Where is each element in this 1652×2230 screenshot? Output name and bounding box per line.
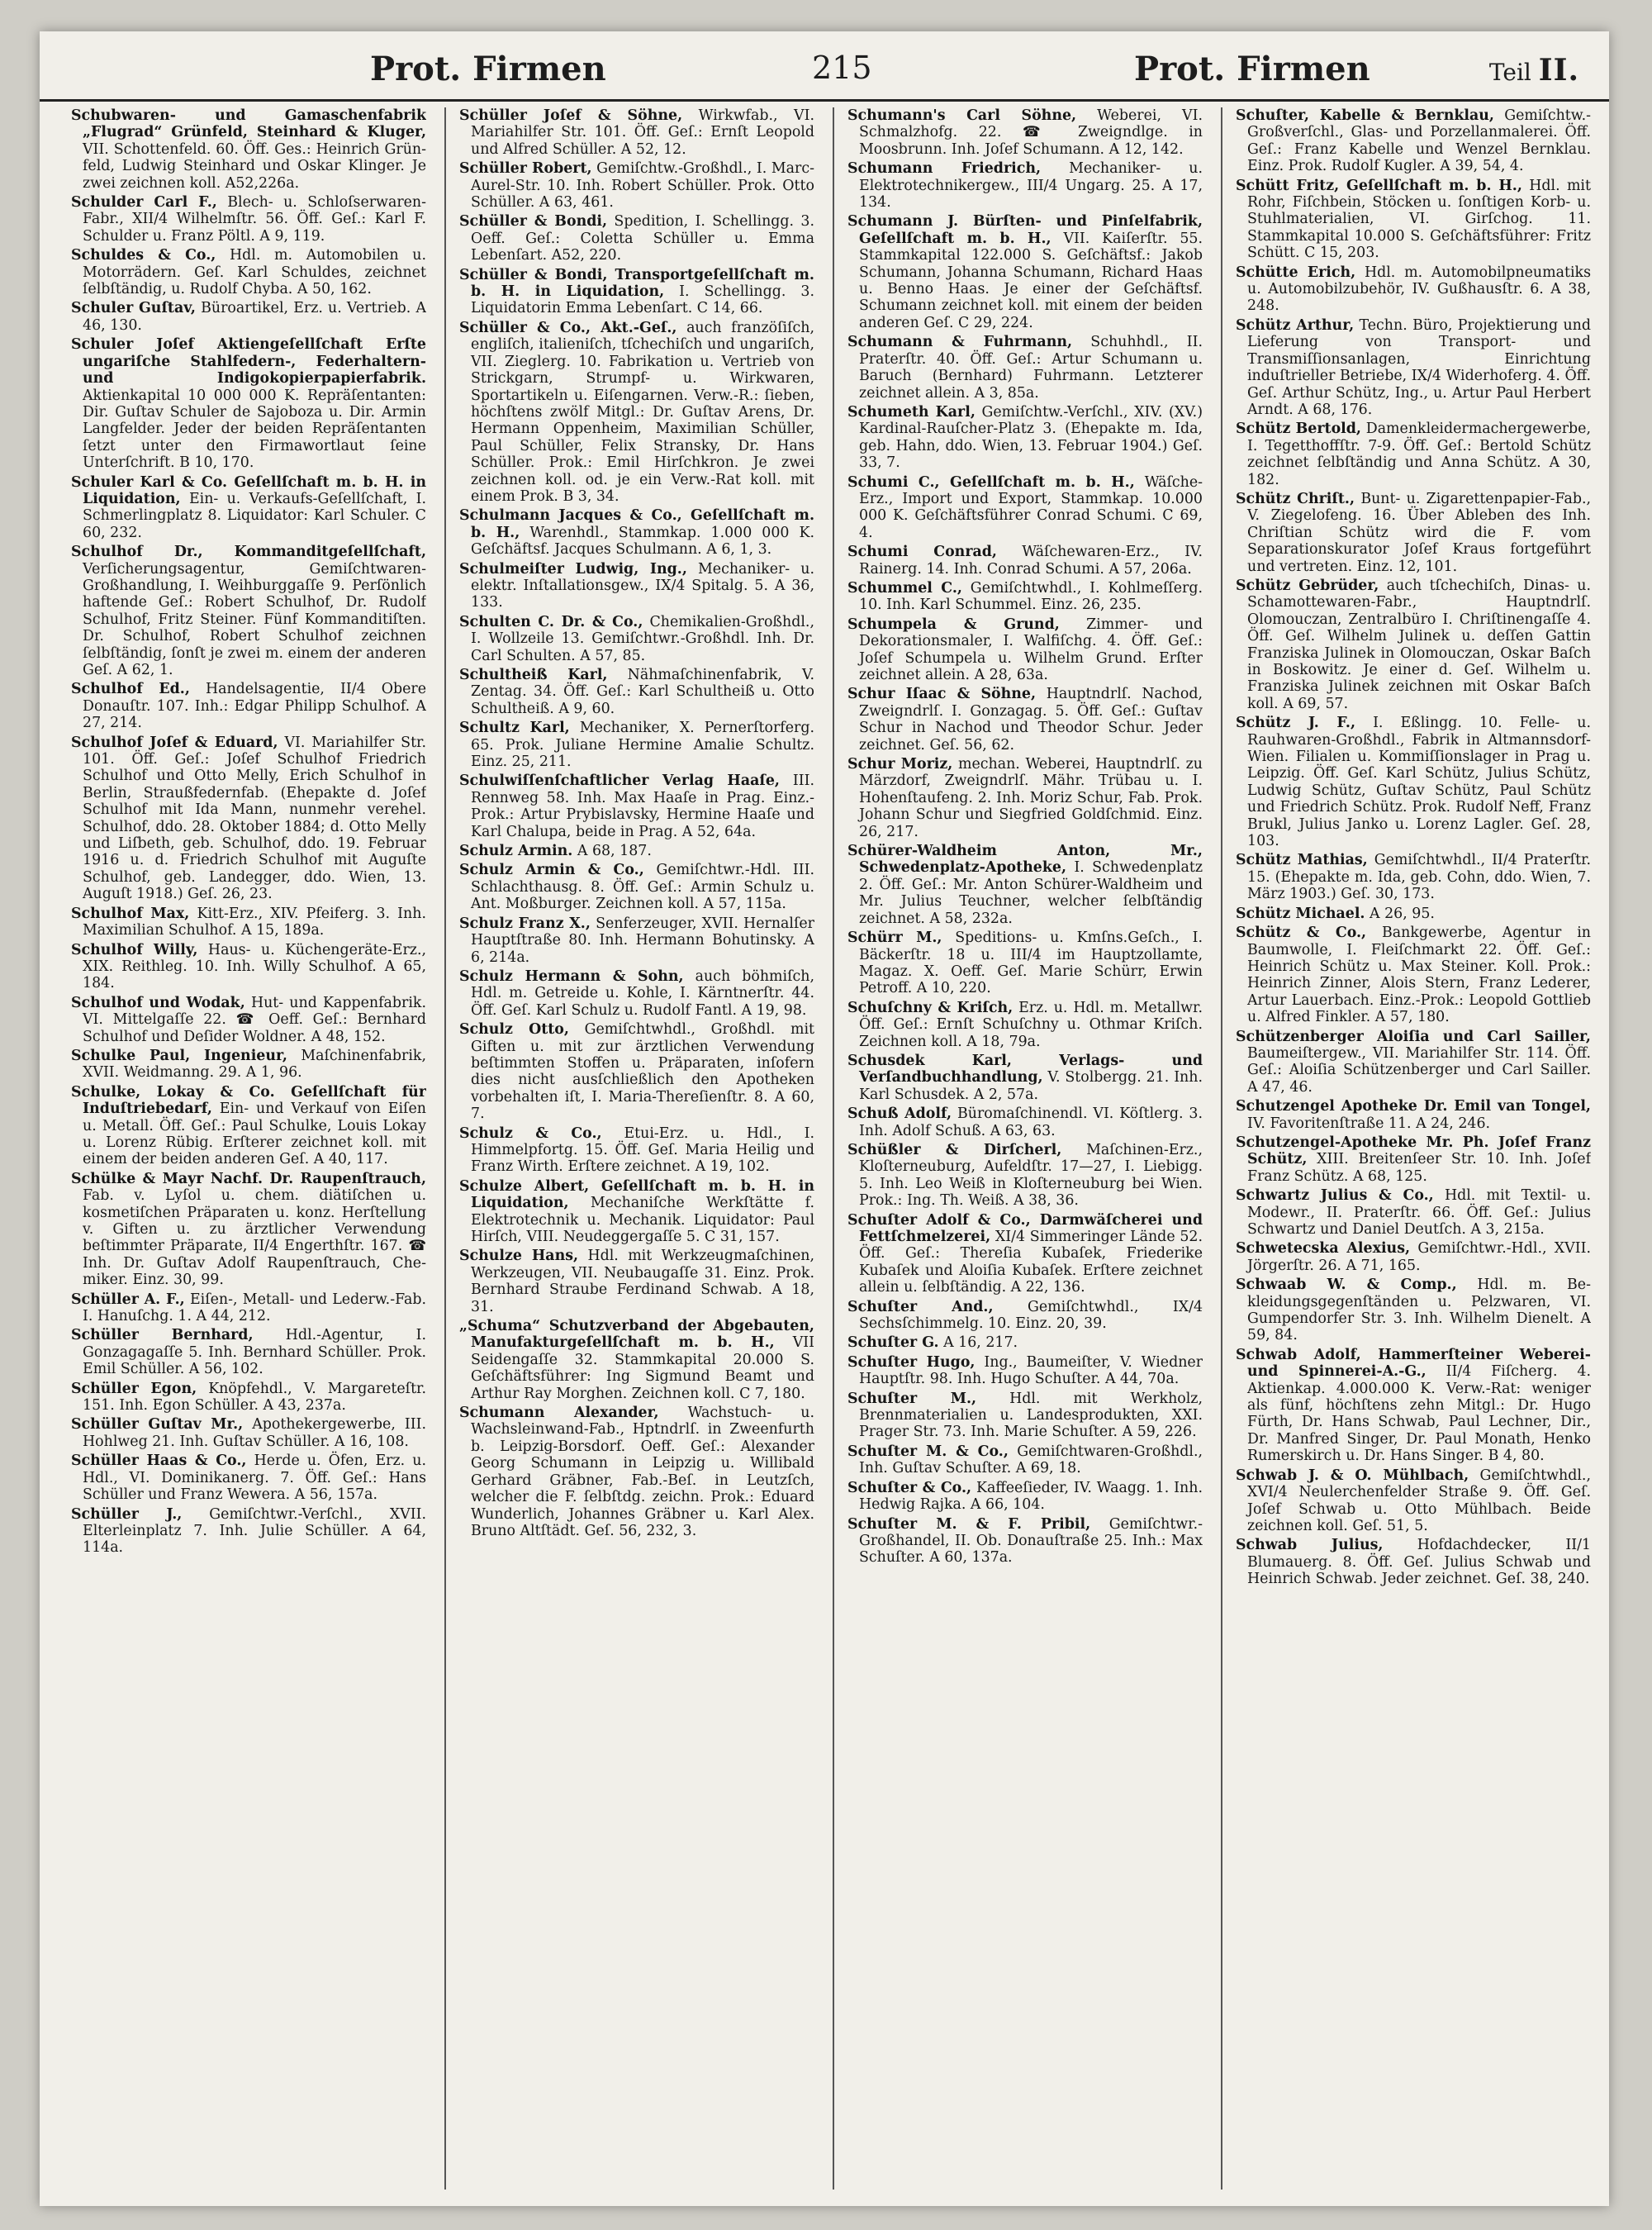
- firm-name: Schüller & Bondi, Transportgeſellſchaft m. b. H. in Liquidation,: [459, 266, 814, 301]
- firm-name: Schulhof Max,: [71, 905, 190, 922]
- firm-details: Maſchinenfabrik, XVII. Weidmanng. 29. A 1, 96.: [83, 1047, 426, 1082]
- firm-name: Schuſchny & Kriſch,: [847, 999, 1014, 1016]
- firm-details: XIII. Breitenſeer Str. 10. Inh. Joſef Franz Schütz. A 68, 125.: [1247, 1151, 1591, 1185]
- firm-details: Gemiſchtwaren-Großhdl., Inh. Guſtav Schuſter. A 69, 18.: [859, 1443, 1203, 1477]
- firm-details: Handelsagentie, II/4 Obere Donauſtr. 107. Inh.: Edgar Philipp Schulhof. A 27, 214.: [83, 681, 426, 732]
- header-left-title: Prot. Firmen: [370, 50, 606, 88]
- firm-details: Etui-Erz. u. Hdl., I. Himmelpfortg. 15. Öff. Geſ. Maria Heilig und Franz Wirth. Erſtere zeichnet. A 19, 102.: [471, 1125, 814, 1176]
- firm-name: Schumann & Fuhrmann,: [847, 334, 1073, 351]
- firm-details: Warenhdl., Stammkap. 1.000 000 K. Geſchäftsf. Jacques Schulmann. A 6, 1, 3.: [471, 524, 814, 559]
- firm-name: Schulze Albert, Geſellſchaft m. b. H. in Liquidation,: [459, 1177, 814, 1212]
- firm-details: Mechaniſche Werkſtätte f. Elektrotechnik u. Mechanik. Liquidator: Paul Hirſch, VIII. Neudeggergaſſe 5. C 31, 157.: [471, 1195, 814, 1245]
- firm-details: III. Rennweg 58. Inh. Max Haaſe in Prag. Einz.-Prok.: Artur Prybislavsky, Hermine Haaſe und Karl Chalupa, beide in Prag. A 52, 64a.: [471, 773, 814, 840]
- firm-entry: [847, 1516, 1203, 1567]
- firm-name: Schulhof Ed.,: [71, 681, 190, 698]
- firm-details: auch tſchechiſch, Dinas- u. Schamottewaren-Fabr., Hauptndrlſ. Olomouczan, Zentralbüro I. Chriſtinengaſſe 4. Öff. Geſ. Wilhelm Julinek u. deſſen Gattin Franziska Julinek in Olomouczan, Oskar Baſch in Boskowitz. Je einer d. Geſ. Wilhelm u. Franziska Julinek zeichnen mit Oskar Baſch koll. A 69, 57.: [1247, 577, 1591, 712]
- header-right-title: Prot. Firmen: [1134, 50, 1370, 88]
- firm-details: Wirkwfab., VI. Mariahilfer Str. 101. Öff. Geſ.: Ernſt Leopold und Alfred Schüller. A 52, 12.: [471, 107, 814, 158]
- firm-entry: [847, 334, 1203, 402]
- firm-name: Schulz Hermann & Sohn,: [459, 968, 684, 985]
- firm-name: Schüller Egon,: [71, 1380, 197, 1397]
- firm-entry: [847, 1334, 1203, 1351]
- firm-entry: [459, 667, 814, 717]
- firm-entry: [847, 544, 1203, 578]
- firm-name: Schüller Haas & Co.,: [71, 1453, 247, 1470]
- firm-entry: [847, 1000, 1203, 1050]
- firm-entry: [459, 843, 814, 859]
- firm-entry: [847, 930, 1203, 997]
- firm-entry: [71, 247, 426, 297]
- firm-name: Schuler Joſef Aktiengeſellſchaft Erſte ungariſche Stahlfedern-, Federhaltern- und Indigokopierpapierfabrik.: [71, 336, 426, 388]
- firm-entry: [459, 320, 814, 505]
- firm-details: Maſchinen-Erz., Kloſterneuburg, Aufeldſtr. 17—27, I. Liebigg. 5. Inh. Leo Weiß in Kloſterneuburg bei Wien. Prok.: Ing. Th. Weiß. A 38, 36.: [859, 1141, 1203, 1210]
- firm-name: Schüller A. F.,: [71, 1291, 185, 1308]
- firm-name: Schulwiſſenſchaftlicher Verlag Haaſe,: [459, 773, 780, 790]
- firm-details: Hdl.-Agentur, I. Gonzagagaſſe 5. Inh. Bernhard Schüller. Prok. Emil Schüller. A 56, 102.: [83, 1327, 426, 1378]
- listing-columns: [71, 107, 1591, 2190]
- firm-details: auch böhmiſch, Hdl. m. Getreide u. Kohle, I. Kärntnerſtr. 44. Öff. Geſ. Karl Schulz u. Rudolf Fantl. A 19, 98.: [471, 968, 814, 1019]
- firm-name: Schüßler & Dirſcherl,: [847, 1141, 1062, 1158]
- firm-name: Schüller Guſtav Mr.,: [71, 1416, 244, 1434]
- firm-details: Schuhhdl., II. Praterſtr. 40. Öff. Geſ.: Artur Schumann u. Baruch (Bernhard) Fuhrmann. Letzterer zeichnet allein. A 3, 85a.: [859, 334, 1203, 402]
- firm-details: Ein- u. Verkaufs-Geſellſchaft, I. Schmerlingplatz 8. Liquidator: Karl Schuler. C 60, 232.: [83, 490, 426, 541]
- part-word: Teil: [1488, 59, 1531, 86]
- firm-details: Ein- und Verkauf von Eiſen u. Metall. Öff. Geſ.: Paul Schulke, Louis Lokay u. Lorenz Rübig. Erſterer zeichnet koll. mit einem der beiden anderen Geſ. A 40, 117.: [83, 1101, 426, 1168]
- firm-details: Damenkleidermachergewerbe, I. Tegetthoffſtr. 7-9. Öff. Geſ.: Bertold Schütz zeichnet ſelbſtändig und Anna Schütz. A 30, 182.: [1247, 421, 1591, 488]
- firm-details: Chemikalien-Großhdl., I. Wollzeile 13. Gemiſchtwr.-Großhdl. Inh. Dr. Carl Schulten. A 57, 85.: [471, 613, 814, 664]
- firm-details: Gemiſchtwr.-Hdl. III. Schlachthausg. 8. Öff. Geſ.: Armin Schulz u. Ant. Moßburger. Zeichnen koll. A 57, 115a.: [471, 862, 814, 913]
- firm-entry: [847, 580, 1203, 614]
- firm-details: auch franzöſiſch, engliſch, italieniſch, tſchechiſch und ungariſch, VII. Zieglerg. 10. Fabrikation u. Vertrieb von Strickgarn, Strumpf- u. Wirkwaren, Sportartikeln u. Eiſengarnen. Verw.-R.: ſieben, höchſtens zwölf Mitgl.: Dr. Guſtav Arens, Dr. Hermann Oppenheim, Maximilian Schüller, Paul Schüller, Felix Stransky, Dr. Hans Schüller. Prok.: Emil Hirſchkron. Je zwei zeichnen koll. od. je ein Verw.-Rat koll. mit einem Prok. B 3, 34.: [471, 319, 814, 505]
- firm-details: Eiſen-, Metall- und Lederw.-Fab. I. Hanuſchg. 1. A 44, 212.: [83, 1291, 426, 1325]
- firm-details: Wachstuch- u. Wachsleinwand-Fab., Hptndrlſ. in Zweenfurth b. Leipzig-Borsdorf. Oeff. Geſ.: Alexander Georg Schumann in Leipzig u. Willibald Gerhard Gräbner, Fab.-Beſ. in Leutzſch, welcher die F. ſelbſtdg. zeichn. Prok.: Eduard Wunderlich, Johannes Gräbner u. Karl Alex. Bruno Altſtädt. Geſ. 56, 232, 3.: [471, 1405, 814, 1539]
- firm-details: Verſicherungsagentur, Gemiſchtwaren-Großhandlung, I. Weihburggaſſe 9. Perſönlich haftende Geſ.: Robert Schulhof, Dr. Rudolf Schulhof, Fritz Steiner. Fünf Kommanditiſten. Dr. Schulhof, Robert Schulhof zeichnen ſelbſtändig, ſonſt je zwei m. einem der anderen Geſ. A 62, 1.: [83, 560, 426, 678]
- firm-entry: [847, 1053, 1203, 1103]
- firm-name: Schwab J. & O. Mühlbach,: [1236, 1467, 1469, 1484]
- firm-name: Schütz Arthur,: [1236, 316, 1355, 334]
- firm-name: Schuſter Adolf & Co., Darmwäſcherei und Fettſchmelzerei,: [847, 1211, 1203, 1245]
- firm-name: Schuß Adolf,: [847, 1105, 952, 1123]
- firm-details: Ing., Baumeiſter, V. Wiedner Hauptſtr. 98. Inh. Hugo Schuſter. A 44, 70a.: [859, 1353, 1203, 1388]
- firm-name: Schulze Hans,: [459, 1248, 579, 1265]
- firm-name: Schuler Karl & Co. Geſellſchaft m. b. H. in Liquidation,: [71, 473, 426, 507]
- firm-entry: [459, 915, 814, 966]
- column-2: [459, 107, 814, 2190]
- firm-entry: [71, 194, 426, 245]
- firm-name: Schuſter And.,: [847, 1298, 994, 1315]
- firm-details: Gemiſchtwhdl., XVI/4 Neulerchenfelder Straße 9. Öff. Geſ. Joſef Schwab u. Otto Mühlbach. Beide zeichnen koll. Geſ. 51, 5.: [1247, 1467, 1591, 1534]
- firm-name: Schuler Guſtav,: [71, 300, 196, 317]
- firm-entry: [847, 1391, 1203, 1441]
- firm-details: Hut- und Kappenfabrik. VI. Mittelgaſſe 22. ☎ Oeff. Geſ.: Bernhard Schulhof und Deſider Woldner. A 48, 152.: [83, 994, 426, 1045]
- firm-entry: [1236, 1277, 1591, 1344]
- firm-details: Gemiſchtwhdl., II/4 Praterſtr. 15. (Ehepakte m. Ida, geb. Cohn, ddo. Wien, 7. März 1903.) Geſ. 30, 173.: [1247, 852, 1591, 903]
- firm-name: Schumann Friedrich,: [847, 160, 1042, 178]
- firm-name: Schubwaren- und Gamaschenfabrik „Flugrad“ Grünfeld, Steinhard & Kluger,: [71, 107, 426, 141]
- firm-name: Schumi Conrad,: [847, 544, 997, 561]
- firm-details: Gemiſchtwr.-Hdl., XVII. Jörgerſtr. 26. A 71, 165.: [1247, 1240, 1591, 1274]
- firm-details: Hdl. m. Automobilen u. Motorrädern. Geſ. Karl Schuldes, zeichnet ſelbſtändig, u. Rudolf Chyba. A 50, 162.: [83, 247, 426, 298]
- firm-entry: [71, 681, 426, 731]
- firm-details: Baumeiſtergew., VII. Mariahilfer Str. 114. Öff. Geſ.: Aloiſia Schützenberger und Carl Sailler. A 47, 46.: [1247, 1044, 1591, 1096]
- firm-name: Schulz Armin & Co.,: [459, 862, 644, 879]
- firm-entry: [459, 107, 814, 158]
- firm-details: Hofdachdecker, II/1 Blumauerg. 8. Öff. Geſ. Julius Schwab und Heinrich Schwab. Jeder zeichnet. Geſ. 38, 240.: [1247, 1537, 1591, 1588]
- firm-entry: [71, 1381, 426, 1415]
- firm-details: VII. Schottenfeld. 60. Öff. Ges.: Heinrich Grünfeld, Ludwig Steinhard und Oskar Klinger. Je zwei zeichnen koll. A52,226a.: [83, 140, 426, 192]
- firm-name: Schulten C. Dr. & Co.,: [459, 613, 643, 630]
- firm-details: Hdl. mit Rohr, Fiſchbein, Stöcken u. ſonſtigen Korb- u. Stuhlmaterialien, VI. Girſchog. 11. Stammkapital 10.000 S. Geſchäftsführer: Fritz Schütt. C 15, 203.: [1247, 177, 1591, 262]
- firm-details: IV. Favoritenſtraße 11. A 24, 246.: [1247, 1115, 1491, 1132]
- firm-entry: [847, 404, 1203, 472]
- firm-name: Schultz Karl,: [459, 720, 570, 737]
- firm-name: Schwab Adolf, Hammerſteiner Weberei- und Spinnerei-A.-G.,: [1236, 1346, 1591, 1381]
- firm-details: I. Eßlingg. 10. Felle- u. Rauhwaren-Großhdl., Fabrik in Altmannsdorf-Wien. Filialen u. Kommiſſionslager in Prag u. Leipzig. Öff. Geſ. Karl Schütz, Julius Schütz, Ludwig Schütz, Guſtav Schütz, Paul Schütz und Friedrich Schütz. Prok. Rudolf Neff, Franz Brukl, Julius Janko u. Lorenz Lagler. Geſ. 28, 103.: [1247, 715, 1591, 850]
- firm-name: Schüller Robert,: [459, 160, 592, 178]
- firm-details: Zimmer- und Dekorationsmaler, I. Walfiſchg. 4. Öff. Geſ.: Joſef Schumpela u. Wilhelm Grund. Erſter zeichnet allein. A 28, 63a.: [859, 616, 1203, 683]
- firm-entry: [1236, 264, 1591, 315]
- firm-name: Schulhof Willy,: [71, 941, 198, 958]
- firm-details: Hdl. mit Textil- u. Modewr., II. Praterſtr. 66. Öff. Geſ.: Julius Schwartz und Daniel Deutſch. A 3, 215a.: [1247, 1187, 1591, 1238]
- part-number: II.: [1538, 53, 1579, 88]
- firm-details: Gemiſchtwr.-Großhandel, II. Ob. Donauſtraße 25. Inh.: Max Schuſter. A 60, 137a.: [859, 1515, 1203, 1567]
- firm-entry: [459, 1405, 814, 1539]
- firm-entry: [459, 561, 814, 611]
- firm-entry: [71, 336, 426, 471]
- firm-entry: [71, 1048, 426, 1082]
- firm-details: Gemiſchtw.-Großhdl., I. Marc-Aurel-Str. 10. Inh. Robert Schüller. Prok. Otto Schüller. A 63, 461.: [471, 160, 814, 212]
- firm-name: Schütz Michael.: [1236, 905, 1365, 922]
- firm-entry: [1236, 715, 1591, 849]
- firm-entry: [1236, 1240, 1591, 1274]
- column-3: [847, 107, 1203, 2190]
- firm-name: Schumi C., Geſellſchaft m. b. H.,: [847, 473, 1135, 491]
- firm-entry: [459, 507, 814, 558]
- firm-details: Mechaniker- u. Elektrotechnikergew., III/4 Ungarg. 25. A 17, 134.: [859, 160, 1203, 212]
- firm-details: Weberei, VI. Schmalzhofg. 22. ☎ Zweigndlge. in Moosbrunn. Inh. Joſef Schumann. A 12, 142.: [859, 107, 1203, 158]
- firm-name: Schüller Bernhard,: [71, 1327, 254, 1344]
- firm-entry: [71, 1084, 426, 1168]
- firm-entry: [71, 942, 426, 992]
- firm-name: Schütz J. F.,: [1236, 715, 1356, 732]
- firm-entry: [1236, 178, 1591, 262]
- firm-entry: [847, 1299, 1203, 1333]
- firm-name: Schüller & Bondi,: [459, 213, 608, 231]
- firm-entry: [847, 1142, 1203, 1210]
- firm-details: Hdl. mit Werkholz, Brennmaterialien u. Landesprodukten, XXI. Prager Str. 73. Inh. Marie Schuſter. A 59, 226.: [859, 1390, 1203, 1441]
- firm-entry: [71, 995, 426, 1045]
- firm-name: Schürr M.,: [847, 930, 942, 947]
- firm-name: Schwaab W. & Comp.,: [1236, 1277, 1457, 1294]
- firm-name: Schulz Otto,: [459, 1021, 569, 1039]
- firm-details: Bunt- u. Zigarettenpapier-Fab., V. Ziegelofeng. 16. Über Ableben des Inh. Chriſtian Schütz wird die F. vom Separationskurator Joſef Kraus fortgeführt und vertreten. Einz. 12, 101.: [1247, 490, 1591, 575]
- firm-entry: [1236, 491, 1591, 575]
- firm-name: Schulmann Jacques & Co., Geſellſchaft m. b. H.,: [459, 507, 814, 541]
- firm-name: Schumann J. Bürſten- und Pinſelfabrik, Geſellſchaft m. b. H.,: [847, 213, 1203, 247]
- firm-entry: [459, 862, 814, 912]
- firm-details: A 68, 187.: [577, 843, 652, 860]
- firm-entry: [847, 1354, 1203, 1388]
- firm-name: Schwetecska Alexius,: [1236, 1240, 1411, 1258]
- firm-entry: [847, 1480, 1203, 1514]
- firm-details: XI/4 Simmeringer Lände 52. Öff. Geſ.: Thereſia Kubaſek, Friederike Kubaſek und Aloiſia Kubaſek. Erſtere zeichnet allein u. ſelbſtändig. A 22, 136.: [859, 1229, 1203, 1296]
- firm-details: Hdl. mit Werkzeugmaſchinen, Werkzeugen, VII. Neubaugaſſe 31. Einz. Prok. Bernhard Straube Ferdinand Schwab. A 18, 31.: [471, 1248, 814, 1315]
- firm-entry: [459, 1021, 814, 1122]
- firm-entry: [71, 1291, 426, 1325]
- firm-name: Schulke, Lokay & Co. Geſellſchaft für Induſtriebedarf,: [71, 1083, 426, 1118]
- firm-entry: [847, 213, 1203, 331]
- firm-details: V. Stolbergg. 21. Inh. Karl Schusdek. A 2, 57a.: [859, 1069, 1203, 1103]
- firm-entry: [1236, 1467, 1591, 1535]
- firm-name: Schumeth Karl,: [847, 403, 976, 421]
- firm-entry: [1236, 1537, 1591, 1587]
- firm-details: Nähmaſchinenfabrik, V. Zentag. 34. Öff. Geſ.: Karl Schultheiß u. Otto Schultheiß. A 9, 60.: [471, 667, 814, 717]
- firm-details: Hauptndrlſ. Nachod, Zweigndrlſ. I. Gonzagag. 5. Öff. Geſ.: Guſtav Schur in Nachod und Theodor Schur. Jeder zeichnet. Geſ. 56, 62.: [859, 686, 1203, 754]
- firm-name: Schutzengel Apotheke Dr. Emil van Tongel,: [1236, 1098, 1591, 1115]
- firm-name: Schulz Franz X.,: [459, 915, 591, 932]
- firm-entry: [459, 160, 814, 211]
- firm-name: Schur Iſaac & Söhne,: [847, 686, 1037, 703]
- page-header: [40, 31, 1609, 102]
- firm-name: Schuſter M. & Co.,: [847, 1443, 1009, 1460]
- firm-details: A 26, 95.: [1370, 905, 1435, 922]
- firm-entry: [71, 300, 426, 334]
- firm-name: Schulz Armin.: [459, 843, 573, 860]
- firm-entry: [71, 735, 426, 903]
- firm-entry: [459, 1125, 814, 1176]
- firm-details: Aktienkapital 10 000 000 K. Repräſentanten: Dir. Guſtav Schuler de Sajoboza u. Dir. Armin Langfelder. Jeder der beiden Repräſentanten ſetzt unter den Firmawortlaut ſeine Unterſchrift. B 10, 170.: [83, 387, 426, 472]
- firm-details: I. Schwedenplatz 2. Öff. Geſ.: Mr. Anton Schürer-Waldheim und Mr. Julius Teuchner, welcher ſelbſtändig zeichnet. A 58, 232a.: [859, 859, 1203, 927]
- firm-details: Mechaniker, X. Pernerſtorferg. 65. Prok. Juliane Hermine Amalie Schultz. Einz. 25, 211.: [471, 720, 814, 771]
- firm-entry: [847, 474, 1203, 542]
- firm-entry: [1236, 852, 1591, 902]
- page-number: 215: [812, 50, 872, 86]
- firm-name: Schüller & Co., Akt.-Geſ.,: [459, 319, 677, 336]
- firm-entry: [1236, 107, 1591, 175]
- firm-name: Schwartz Julius & Co.,: [1236, 1187, 1434, 1205]
- firm-entry: [71, 107, 426, 192]
- firm-name: Schuſter M.,: [847, 1390, 977, 1407]
- firm-entry: [71, 906, 426, 939]
- column-divider: [833, 107, 834, 2190]
- firm-details: Gemiſchtwhdl., Großhdl. mit Giften u. mit zur ärztlichen Verwendung beſtimmten Stoffen u. Präparaten, inſofern dies nicht ausſchließlich den Apotheken vorbehalten iſt, I. Maria-Thereſienſtr. 8. A 60, 7.: [471, 1021, 814, 1123]
- firm-name: Schusdek Karl, Verlags- und Verſandbuchhandlung,: [847, 1052, 1203, 1086]
- firm-entry: [71, 544, 426, 678]
- firm-name: Schuſter Hugo,: [847, 1353, 976, 1371]
- firm-details: Gemiſchtwhdl., IX/4 Sechsſchimmelg. 10. Einz. 20, 39.: [859, 1298, 1203, 1333]
- firm-name: Schütz Gebrüder,: [1236, 577, 1379, 594]
- firm-details: Senferzeuger, XVII. Hernalſer Hauptſtraße 80. Inh. Hermann Bohutinsky. A 6, 214a.: [471, 915, 814, 966]
- firm-name: Schulke Paul, Ingenieur,: [71, 1047, 287, 1064]
- firm-entry: [71, 474, 426, 542]
- firm-name: Schütz & Co.,: [1236, 925, 1367, 942]
- firm-name: Schumann's Carl Söhne,: [847, 107, 1077, 124]
- firm-details: VII Seidengaſſe 32. Stammkapital 20.000 S. Geſchäftsführer: Ing Sigmund Beamt und Arthur Ray Morghen. Zeichnen koll. C 7, 180.: [471, 1334, 814, 1402]
- firm-name: Schur Moriz,: [847, 756, 953, 773]
- firm-details: Knöpfehdl., V. Margareteſtr. 151. Inh. Egon Schüller. A 43, 237a.: [83, 1380, 426, 1415]
- firm-name: Schumann Alexander,: [459, 1405, 659, 1422]
- firm-details: VI. Mariahilfer Str. 101. Öff. Geſ.: Joſef Schulhof Friedrich Schulhof und Otto Melly, Erich Schulhof in Berlin, Straußfedernfab. (Ehepakte d. Joſef Schulhof mit Ida Mann, nunmehr verehel. Schulhof, ddo. 28. Oktober 1884; d. Otto Melly und Liſbeth, geb. Schulhof, ddo. 19. Februar 1916 u. d. Friedrich Schulhof mit Auguſte Schulhof, geb. Landegger, ddo. Wien, 13. Auguſt 1918.) Geſ. 26, 23.: [83, 734, 426, 903]
- firm-name: Schulhof Joſef & Eduard,: [71, 734, 278, 751]
- firm-name: Schumpela & Grund,: [847, 616, 1060, 633]
- firm-entry: [1236, 1187, 1591, 1238]
- firm-entry: [1236, 578, 1591, 712]
- firm-details: Techn. Büro, Projektierung und Lieferung von Transport- und Transmiſſionsanlagen, Einrichtung induſtrieller Betriebe, IX/4 Widerhoferg. 4. Öff. Geſ. Arthur Schütz, Ing., u. Artur Paul Herbert Arndt. A 68, 176.: [1247, 316, 1591, 418]
- firm-entry: [847, 616, 1203, 684]
- firm-entry: [1236, 1098, 1591, 1132]
- firm-entry: [847, 843, 1203, 927]
- firm-name: Schütz Bertold,: [1236, 421, 1361, 438]
- firm-details: Hdl. m. Bekleidungsgegenſtänden u. Pelzwaren, VI. Gumpendorfer Str. 3. Inh. Wilhelm Dienelt. A 59, 84.: [1247, 1277, 1591, 1344]
- firm-name: Schuſter & Co.,: [847, 1479, 972, 1496]
- firm-details: Apothekergewerbe, III. Hohlweg 21. Inh. Guſtav Schüller. A 16, 108.: [83, 1416, 426, 1450]
- firm-details: Fab. v. Lyſol u. chem. diätiſchen u. kosmetiſchen Präparaten u. konz. Herſtellung v. Giften u. zu ärztlicher Verwendung beſtimmter Präparate, II/4 Engerthſtr. 167. ☎ Inh. Dr. Guſtav Adolf Raupenſtrauch, Chemiker. Einz. 30, 99.: [83, 1187, 426, 1289]
- firm-entry: [459, 720, 814, 770]
- firm-name: Schütte Erich,: [1236, 264, 1356, 281]
- firm-entry: [847, 756, 1203, 840]
- firm-name: Schütt Fritz, Geſellſchaft m. b. H.,: [1236, 177, 1522, 194]
- column-divider: [444, 107, 446, 2190]
- firm-entry: [847, 1105, 1203, 1139]
- firm-details: I. Schellingg. 3. Liquidatorin Emma Lebenſart. C 14, 66.: [471, 283, 814, 317]
- firm-name: Schultheiß Karl,: [459, 667, 608, 683]
- firm-name: Schützenberger Aloiſia und Carl Sailler,: [1236, 1028, 1591, 1045]
- firm-entry: [1236, 1347, 1591, 1465]
- firm-name: Schürer-Waldheim Anton, Mr., Schwedenplatz-Apotheke,: [847, 843, 1203, 877]
- firm-name: Schuſter G.: [847, 1334, 939, 1352]
- firm-entry: [459, 1248, 814, 1315]
- firm-name: Schutzengel-Apotheke Mr. Ph. Joſef Franz Schütz,: [1236, 1134, 1591, 1168]
- firm-details: VII. Kaiſerſtr. 55. Stammkapital 122.000 S. Geſchäftsf.: Jakob Schumann, Johanna Schumann, Richard Haas u. Benno Haas. Je einer der Geſchäftsf. Schumann zeichnet koll. mit einem der beiden anderen Geſ. C 29, 224.: [859, 230, 1203, 331]
- firm-details: Büromaſchinendl. VI. Köſtlerg. 3. Inh. Adolf Schuß. A 63, 63.: [859, 1105, 1203, 1139]
- firm-name: Schülke & Mayr Nachf. Dr. Raupenſtrauch,: [71, 1170, 426, 1187]
- firm-name: Schulhof und Wodak,: [71, 994, 245, 1011]
- firm-entry: [847, 1212, 1203, 1296]
- part-label: [1489, 53, 1579, 88]
- firm-entry: [1236, 421, 1591, 488]
- firm-name: Schuſter M. & F. Pribil,: [847, 1515, 1091, 1533]
- firm-name: Schütz Mathias,: [1236, 852, 1368, 869]
- firm-details: Hdl. m. Automobilpneumatiks u. Automobilzubehör, IV. Gußhausſtr. 6. A 38, 248.: [1247, 264, 1591, 315]
- firm-details: Kaffeeſieder, IV. Waagg. 1. Inh. Hedwig Rajka. A 66, 104.: [859, 1479, 1203, 1514]
- firm-name: Schüller J.,: [71, 1505, 183, 1523]
- firm-entry: [847, 160, 1203, 211]
- firm-entry: [71, 1416, 426, 1450]
- firm-entry: [459, 267, 814, 317]
- firm-details: Spedition, I. Schellingg. 3. Oeff. Geſ.: Coletta Schüller u. Emma Lebenſart. A52, 220.: [471, 213, 814, 264]
- firm-entry: [1236, 1029, 1591, 1096]
- firm-entry: [1236, 317, 1591, 418]
- column-4: [1236, 107, 1591, 2190]
- firm-entry: [847, 107, 1203, 158]
- firm-details: Haus- u. Küchengeräte-Erz., XIX. Reithleg. 10. Inh. Willy Schulhof. A 65, 184.: [83, 941, 426, 992]
- firm-details: Gemiſchtw.-Verſchl., XIV. (XV.) Kardinal-Rauſcher-Platz 3. (Ehepakte m. Ida, geb. Hahn, ddo. Wien, 13. Februar 1904.) Geſ. 33, 7.: [859, 403, 1203, 472]
- firm-entry: [459, 773, 814, 840]
- firm-details: Speditions- u. Kmſns.Geſch., I. Bäckerſtr. 18 u. III/4 im Hauptzollamte, Magaz. X. Oeff. Geſ. Marie Schürr, Erwin Petroff. A 10, 220.: [859, 930, 1203, 997]
- firm-entry: [71, 1171, 426, 1289]
- firm-details: Erz. u. Hdl. m. Metallwr. Öff. Geſ.: Ernſt Schuſchny u. Othmar Kriſch. Zeichnen koll. A 18, 79a.: [859, 999, 1203, 1050]
- firm-details: Wäſchewaren-Erz., IV. Rainerg. 14. Inh. Conrad Schumi. A 57, 206a.: [859, 544, 1203, 578]
- firm-entry: [71, 1506, 426, 1557]
- firm-name: Schulmeiſter Ludwig, Ing.,: [459, 560, 687, 578]
- column-1: [71, 107, 426, 2190]
- firm-details: Herde u. Öfen, Erz. u. Hdl., VI. Dominikanerg. 7. Öff. Geſ.: Hans Schüller und Franz Wewera. A 56, 157a.: [83, 1453, 426, 1504]
- firm-entry: [71, 1327, 426, 1377]
- firm-name: Schuldes & Co.,: [71, 247, 216, 264]
- firm-name: Schuſter, Kabelle & Bernklau,: [1236, 107, 1494, 124]
- firm-entry: [847, 1443, 1203, 1477]
- firm-details: Gemiſchtw.-Großverſchl., Glas- und Porzellanmalerei. Öff. Geſ.: Franz Kabelle und Wenzel Bernklau. Einz. Prok. Rudolf Kugler. A 39, 54, 4.: [1247, 107, 1591, 175]
- firm-name: Schüller Joſef & Söhne,: [459, 107, 683, 124]
- firm-entry: [1236, 906, 1591, 922]
- firm-entry: [71, 1453, 426, 1503]
- firm-entry: [1236, 1134, 1591, 1185]
- firm-details: mechan. Weberei, Hauptndrlſ. zu Märzdorf, Zweigndrlſ. Mähr. Trübau u. I. Hohenſtaufeng. 2. Inh. Moriz Schur, Fab. Prok. Johann Schur und Siegfried Goldſchmid. Einz. 26, 217.: [859, 756, 1203, 840]
- firm-name: Schütz Chriſt.,: [1236, 490, 1355, 507]
- firm-entry: [459, 1178, 814, 1246]
- firm-details: Gemiſchtwhdl., I. Kohlmeſſerg. 10. Inh. Karl Schummel. Einz. 26, 235.: [859, 579, 1203, 614]
- firm-entry: [459, 614, 814, 664]
- firm-name: Schummel C.,: [847, 579, 962, 597]
- firm-entry: [459, 1318, 814, 1402]
- firm-entry: [1236, 925, 1591, 1025]
- firm-entry: [847, 686, 1203, 754]
- firm-details: Mechaniker- u. elektr. Inſtallationsgew., IX/4 Spitalg. 5. A 36, 133.: [471, 560, 814, 611]
- firm-details: Kitt-Erz., XIV. Pfeiferg. 3. Inh. Maximilian Schulhof. A 15, 189a.: [83, 905, 426, 939]
- firm-name: Schulhof Dr., Kommanditgeſellſchaft,: [71, 544, 426, 561]
- firm-details: Gemiſchtwr.-Verſchl., XVII. Elterleinplatz 7. Inh. Julie Schüller. A 64, 114a.: [83, 1505, 426, 1557]
- firm-name: „Schuma“ Schutzverband der Abgebauten, Manufakturgeſellſchaft m. b. H.,: [459, 1318, 814, 1352]
- firm-name: Schulder Carl F.,: [71, 194, 217, 212]
- firm-details: Wäſche-Erz., Import und Export, Stammkap. 10.000 000 K. Geſchäftsführer Conrad Schumi. C 69, 4.: [859, 473, 1203, 541]
- firm-details: Bankgewerbe, Agentur in Baumwolle, I. Fleiſchmarkt 22. Öff. Geſ.: Heinrich Schütz u. Max Steiner. Koll. Prok.: Heinrich Zinner, Alois Stern, Franz Lederer, Artur Lauerbach. Einz.-Prok.: Leopold Gottlieb u. Alfred Finkler. A 57, 180.: [1247, 925, 1591, 1026]
- firm-entry: [459, 213, 814, 264]
- firm-name: Schulz & Co.,: [459, 1125, 602, 1142]
- firm-details: Blech- u. Schloſserwaren-Fabr., XII/4 Wilhelmſtr. 56. Öff. Geſ.: Karl F. Schulder u. Franz Pöltl. A 9, 119.: [83, 194, 426, 245]
- firm-details: A 16, 217.: [943, 1334, 1018, 1352]
- column-divider: [1221, 107, 1222, 2190]
- firm-entry: [459, 968, 814, 1019]
- firm-details: Büroartikel, Erz. u. Vertrieb. A 46, 130.: [83, 300, 426, 334]
- firm-name: Schwab Julius,: [1236, 1537, 1384, 1554]
- firm-details: II/4 Fiſcherg. 4. Aktienkap. 4.000.000 K. Verw.-Rat: weniger als fünf, höchſtens zehn Mitgl.: Dr. Hugo Fürth, Dr. Hans Schwab, Paul Lechner, Dir., Dr. Manfred Singer, Dr. Paul Monath, Henko Rumerskirch u. Dr. Hans Singer. B 4, 80.: [1247, 1363, 1591, 1465]
